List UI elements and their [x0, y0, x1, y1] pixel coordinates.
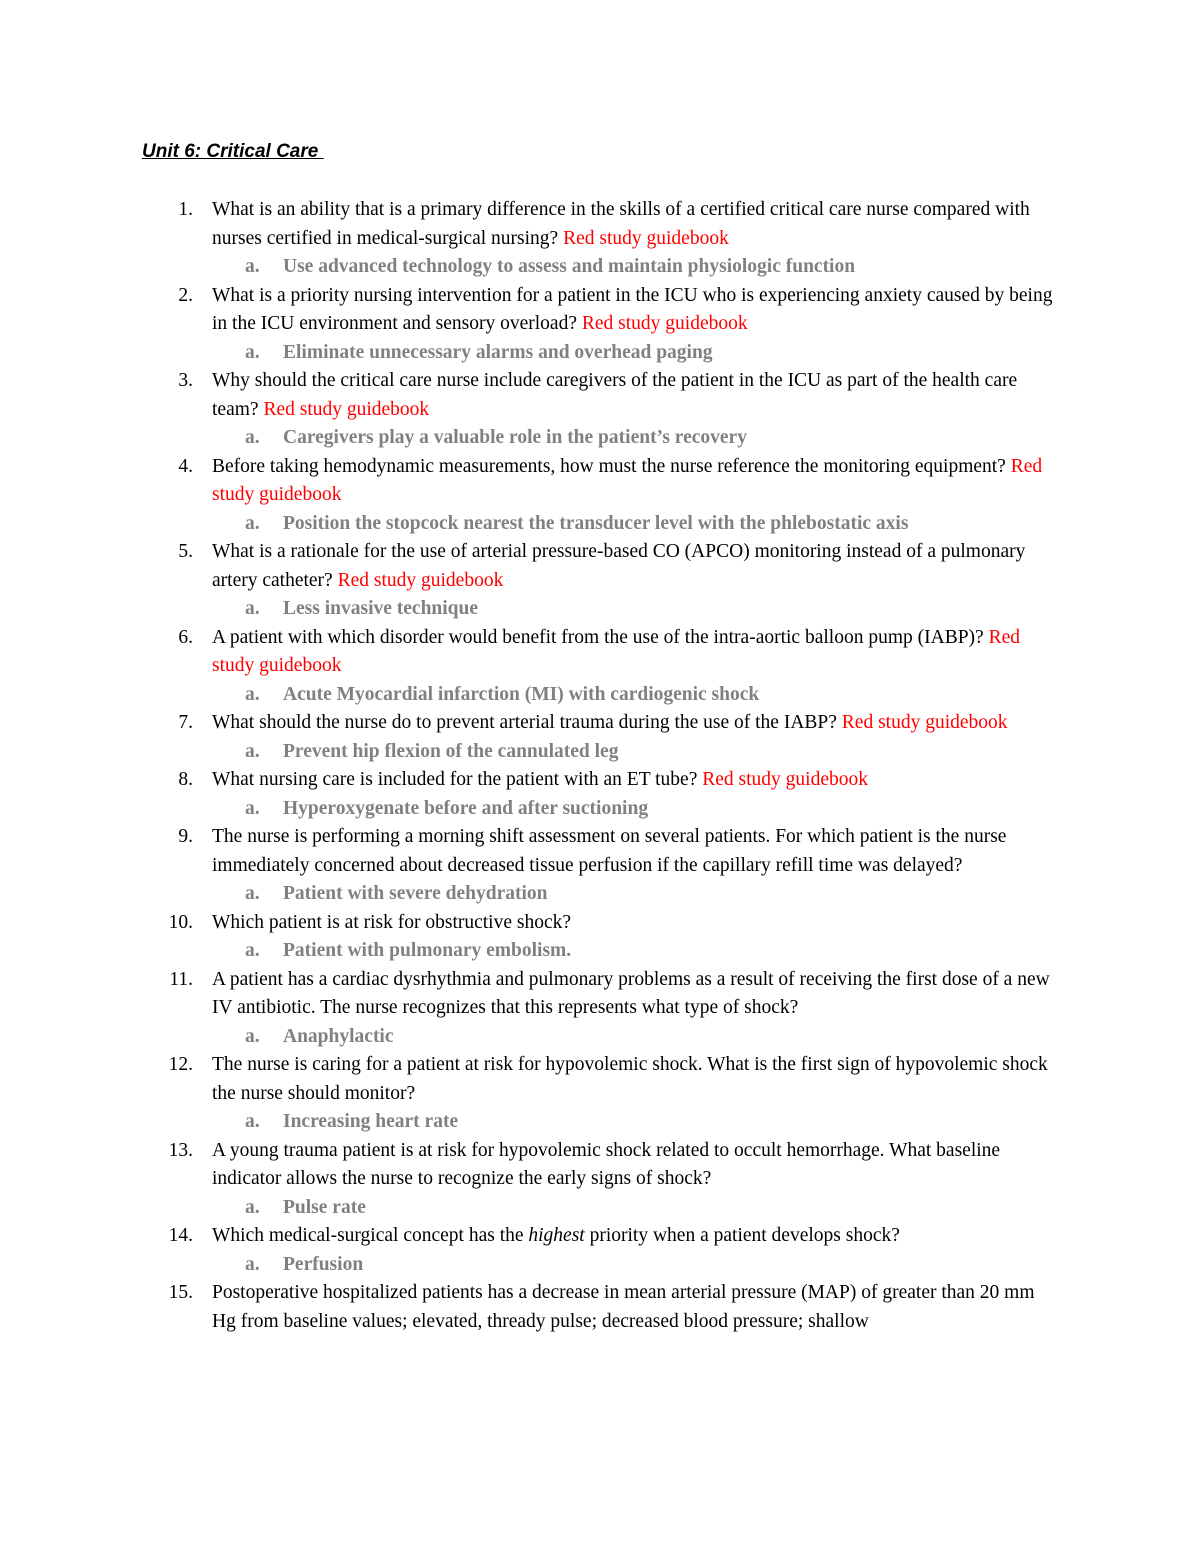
question-body: A patient with which disorder would benefit from the use of the intra-aortic balloon pump (IABP)? [212, 626, 989, 648]
answer-item [0, 937, 1200, 966]
question-body: What is a priority nursing intervention for a patient in the ICU who is experiencing anxiety caused by being in the ICU environment and sensory overload? [212, 284, 1053, 334]
emphasis-text: highest [528, 1225, 585, 1246]
question-number: 3. [178, 370, 193, 391]
question-item [0, 766, 1200, 795]
question-item [0, 282, 1200, 339]
answer-text: Caregivers play a valuable role in the patient’s recovery [283, 427, 747, 448]
answer-item [0, 595, 1200, 624]
reference-label: Red study guidebook [841, 712, 1008, 733]
question-text [212, 709, 1060, 738]
question-item [0, 823, 1200, 880]
question-number: 14. [168, 1225, 193, 1246]
question-text: Which patient is at risk for obstructive shock? [212, 911, 572, 933]
answer-item [0, 880, 1200, 909]
answer-letter: a. [245, 256, 260, 277]
question-text [212, 196, 1060, 253]
answer-text: Patient with pulmonary embolism. [283, 940, 572, 961]
question-number: 12. [168, 1054, 193, 1075]
answer-item [0, 510, 1200, 539]
answer-letter: a. [245, 1196, 260, 1218]
question-item [0, 909, 1200, 938]
answer-letter: a. [245, 1111, 260, 1132]
question-item [0, 367, 1200, 424]
question-body: Before taking hemodynamic measurements, how must the nurse reference the monitoring equipment? [212, 455, 1011, 477]
question-number: 9. [178, 826, 193, 847]
reference-label: Red study guidebook [263, 398, 430, 420]
answer-letter: a. [245, 1253, 260, 1275]
answer-item [0, 681, 1200, 710]
answer-text: Pulse rate [283, 1196, 366, 1218]
question-text [212, 1222, 1060, 1251]
question-body: What nursing care is included for the patient with an ET tube? [212, 769, 703, 790]
answer-text: Position the stopcock nearest the transducer level with the phlebostatic axis [283, 512, 909, 534]
answer-text: Acute Myocardial infarction (MI) with cardiogenic shock [283, 683, 760, 705]
question-item [0, 196, 1200, 253]
question-body: What should the nurse do to prevent arterial trauma during the use of the IABP? [212, 712, 842, 733]
question-list [0, 196, 1200, 1336]
reference-label: Red study guidebook [337, 569, 504, 591]
answer-text: Less invasive technique [283, 598, 479, 619]
question-text: The nurse is caring for a patient at risk for hypovolemic shock. What is the first sign of hypovolemic shock the nurse should monitor? [212, 1054, 1048, 1104]
answer-text: Patient with severe dehydration [283, 883, 548, 904]
question-number: 4. [178, 455, 193, 477]
question-number: 13. [168, 1139, 193, 1161]
question-number: 2. [178, 284, 193, 306]
question-text [212, 453, 1060, 510]
answer-item [0, 1251, 1200, 1280]
answer-letter: a. [245, 427, 260, 448]
answer-text: Prevent hip flexion of the cannulated leg [283, 740, 619, 762]
question-item [0, 453, 1200, 510]
answer-item [0, 424, 1200, 453]
answer-item [0, 1023, 1200, 1052]
question-number: 15. [168, 1282, 193, 1303]
question-number: 6. [178, 626, 193, 648]
question-body: Why should the critical care nurse include caregivers of the patient in the ICU as part of the health care team? [212, 370, 1018, 420]
reference-label: Red study guidebook [702, 769, 868, 790]
question-number: 7. [178, 712, 193, 733]
answer-letter: a. [245, 598, 260, 619]
question-text [212, 766, 1060, 795]
question-item [0, 1137, 1200, 1194]
question-number: 1. [178, 199, 193, 220]
question-item [0, 1222, 1200, 1251]
reference-label: Red study guidebook [563, 227, 729, 249]
question-item [0, 538, 1200, 595]
answer-item [0, 253, 1200, 282]
question-item [0, 966, 1200, 1023]
answer-letter: a. [245, 1025, 260, 1047]
answer-text: Perfusion [283, 1253, 364, 1275]
question-text [212, 538, 1060, 595]
answer-text: Increasing heart rate [283, 1111, 459, 1132]
question-body: Which medical-surgical concept has the [212, 1225, 529, 1246]
answer-item [0, 738, 1200, 767]
answer-text: Anaphylactic [283, 1025, 394, 1047]
answer-item [0, 339, 1200, 368]
answer-text: Use advanced technology to assess and maintain physiologic function [283, 256, 856, 277]
question-number: 8. [178, 769, 193, 790]
answer-text: Hyperoxygenate before and after suctioning [283, 797, 649, 819]
question-item [0, 1051, 1200, 1108]
question-number: 10. [168, 911, 193, 933]
answer-letter: a. [245, 797, 260, 819]
question-number: 5. [178, 541, 193, 562]
question-text: Postoperative hospitalized patients has a decrease in mean arterial pressure (MAP) of greater than 20 mm Hg from baseline values; elevated, thready pulse; decreased blood pressure; shallow [212, 1282, 1035, 1332]
question-number: 11. [169, 968, 193, 990]
question-text: A patient has a cardiac dysrhythmia and pulmonary problems as a result of receiving the first dose of a new IV antibiotic. The nurse recognizes that this represents what type of shock? [212, 968, 1050, 1018]
reference-label: Red study guidebook [212, 455, 1043, 505]
answer-letter: a. [245, 683, 260, 705]
answer-letter: a. [245, 940, 260, 961]
question-text: The nurse is performing a morning shift assessment on several patients. For which patient is the nurse immediately concerned about decreased tissue perfusion if the capillary refill time was delayed? [212, 826, 1007, 876]
question-body-end: priority when a patient develops shock? [584, 1225, 900, 1246]
question-text [212, 624, 1060, 681]
question-text: A young trauma patient is at risk for hypovolemic shock related to occult hemorrhage. What baseline indicator allows the nurse to recognize the early signs of shock? [212, 1139, 1001, 1189]
answer-item [0, 1194, 1200, 1223]
answer-letter: a. [245, 740, 260, 762]
answer-letter: a. [245, 512, 260, 534]
question-body: What is a rationale for the use of arterial pressure-based CO (APCO) monitoring instead of a pulmonary artery catheter? [212, 541, 1026, 591]
question-item [0, 1279, 1200, 1336]
answer-item [0, 1108, 1200, 1137]
question-text [212, 367, 1060, 424]
question-item [0, 709, 1200, 738]
page-title: Unit 6: Critical Care [142, 141, 324, 162]
answer-item [0, 795, 1200, 824]
question-body: What is an ability that is a primary difference in the skills of a certified critical care nurse compared with nurses certified in medical-surgical nursing? [212, 199, 1030, 249]
answer-letter: a. [245, 883, 260, 904]
answer-letter: a. [245, 341, 260, 363]
question-item [0, 624, 1200, 681]
answer-text: Eliminate unnecessary alarms and overhead paging [283, 341, 713, 363]
reference-label: Red study guidebook [581, 313, 748, 334]
question-text [212, 282, 1060, 339]
reference-label: Red study guidebook [212, 626, 1020, 676]
